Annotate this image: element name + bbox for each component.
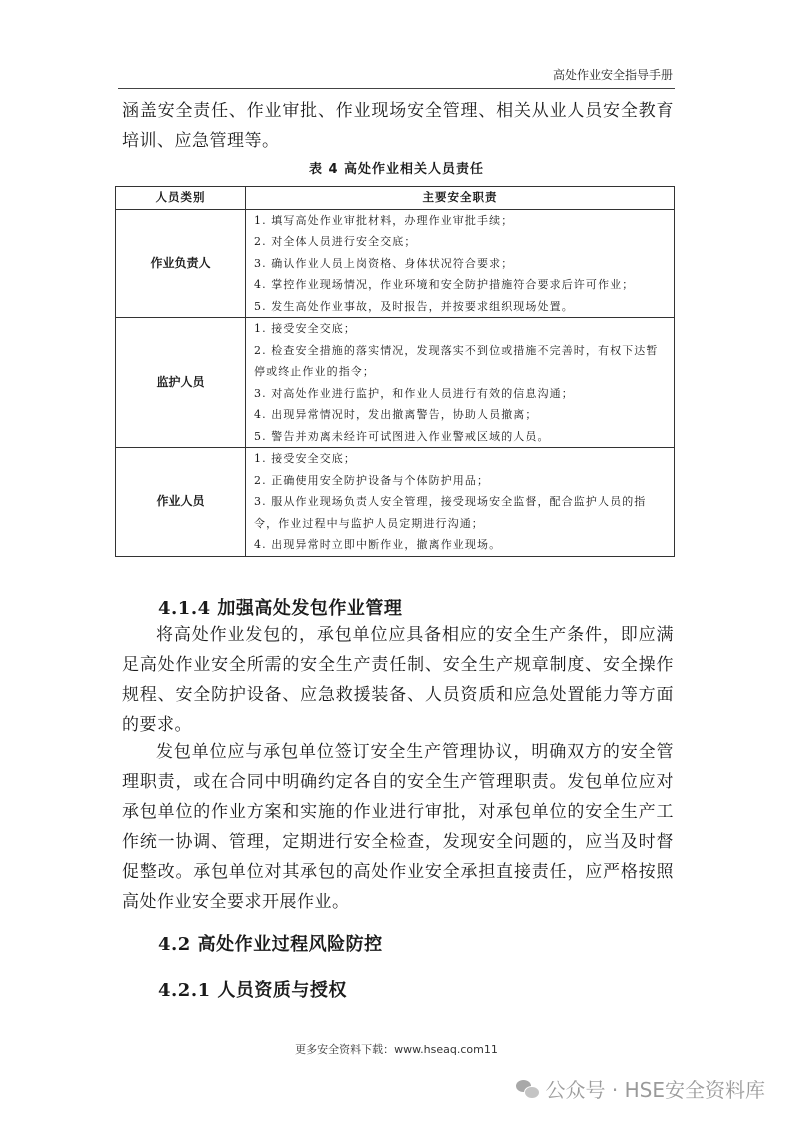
duty-item: 1. 接受安全交底； [254,322,356,335]
duty-item: 3. 确认作业人员上岗资格、身体状况符合要求； [254,256,514,270]
body-paragraph: 将高处作业发包的，承包单位应具备相应的安全生产条件，即应满足高处作业安全所需的安全生产责任制、安全生产规章制度、安全操作规程、安全防护设备、应急救援装备、人员资质和应急处置能力等方面的要求。 [122,625,674,735]
duties-cell [246,209,675,318]
section-heading-4-2-1: 4.2.1 人员资质与授权 [158,980,347,1001]
duty-table [115,186,675,557]
duty-item: 4. 出现异常时立即中断作业，撤离作业现场。 [254,538,502,551]
body-paragraph: 发包单位应与承包单位签订安全生产管理协议，明确双方的安全管理职责，或在合同中明确约定各自的安全生产管理职责。发包单位应对承包单位的作业方案和实施的作业进行审批，对承包单位的安全生产工作统一协调、管理，定期进行安全检查，发现安全问题的，应当及时督促整改。承包单位对其承包的高处作业安全承担直接责任，应严格按照高处作业安全要求开展作业。 [122,742,674,912]
duty-item: 1. 填写高处作业审批材料，办理作业审批手续； [254,213,514,227]
header-rule [118,88,675,89]
table-caption: 表 4 高处作业相关人员责任 [308,162,485,177]
duty-item: 5. 警告并劝离未经许可试图进入作业警戒区域的人员。 [254,429,550,443]
section-heading-4-1-4: 4.1.4 加强高处发包作业管理 [158,598,403,619]
duty-item: 2. 检查安全措施的落实情况，发现落实不到位或措施不完善时，有权下达暂停或终止作业的指令； [254,343,659,378]
duty-item: 1. 接受安全交底； [254,452,356,465]
duty-item: 3. 服从作业现场负责人安全管理，接受现场安全监督，配合监护人员的指令，作业过程中与监护人员定期进行沟通； [254,495,647,530]
table-row [116,448,675,557]
table-row [116,318,675,448]
duty-item: 2. 正确使用安全防护设备与个体防护用品； [254,473,490,487]
watermark-text: 公众号 · HSE安全资料库 [545,1078,765,1102]
duty-item: 5. 发生高处作业事故，及时报告，并按要求组织现场处置。 [254,299,574,313]
duty-item: 2. 对全体人员进行安全交底； [254,235,417,248]
table-row [116,209,675,318]
section-heading-4-2: 4.2 高处作业过程风险防控 [158,934,383,955]
duty-item: 3. 对高处作业进行监护，和作业人员进行有效的信息沟通； [254,386,574,400]
duties-cell [246,318,675,448]
role-cell: 监护人员 [116,318,246,448]
role-cell: 作业负责人 [116,209,246,318]
watermark [516,1074,765,1103]
duty-item: 4. 出现异常情况时，发出撤离警告，协助人员撤离； [254,408,538,421]
column-header-duties: 主要安全职责 [246,187,675,210]
duty-item: 4. 掌控作业现场情况，作业环境和安全防护措施符合要求后许可作业； [254,278,635,291]
table-header-row [116,187,675,210]
intro-paragraph: 涵盖安全责任、作业审批、作业现场安全管理、相关从业人员安全教育培训、应急管理等。 [122,101,674,151]
footer-download-note: 更多安全资料下载：www.hseaq.com11 [295,1043,498,1056]
column-header-role: 人员类别 [116,187,246,210]
duties-cell [246,448,675,557]
header-title: 高处作业安全指导手册 [552,68,673,82]
role-cell: 作业人员 [116,448,246,557]
wechat-icon [516,1080,538,1098]
